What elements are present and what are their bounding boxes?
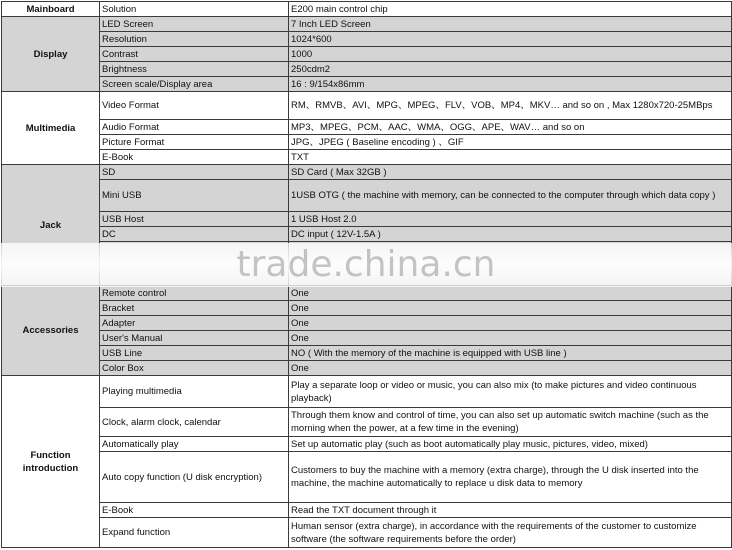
spec-row [2, 47, 732, 62]
spec-row [2, 32, 732, 47]
spec-key: Adapter [100, 316, 289, 331]
spec-value: Play a separate loop or video or music, you can also mix (to make pictures and video continuous playback) [289, 376, 732, 408]
section-label: Accessories [2, 286, 100, 376]
spec-key: Auto copy function (U disk encryption) [100, 452, 289, 503]
spec-row [2, 331, 732, 346]
spec-value: Human sensor (extra charge), in accordance with the requirements of the customer to customize software (the software requirements before the order) [289, 518, 732, 548]
spec-key: Resolution [100, 32, 289, 47]
spec-value: 7 Inch LED Screen [289, 17, 732, 32]
spec-value: TXT [289, 150, 732, 165]
section-label: Function introduction [2, 376, 100, 548]
spec-key: E-Book [100, 150, 289, 165]
spec-value: DC input ( 12V-1.5A ) [289, 227, 732, 242]
spec-value: One [289, 316, 732, 331]
spec-row [2, 227, 732, 242]
spec-row [2, 316, 732, 331]
spec-key: Audio Format [100, 120, 289, 135]
spec-key: Playing multimedia [100, 376, 289, 408]
spec-row [2, 180, 732, 212]
spec-key: Automatically play [100, 437, 289, 452]
spec-value: One [289, 331, 732, 346]
spec-value: E200 main control chip [289, 2, 732, 17]
spec-value: 1 USB Host 2.0 [289, 212, 732, 227]
spec-row [2, 361, 732, 376]
spec-key: LED Screen [100, 17, 289, 32]
spec-key: USB Host [100, 212, 289, 227]
spec-key: Color Box [100, 361, 289, 376]
spec-key: USB Line [100, 346, 289, 361]
spec-row [2, 2, 732, 17]
spec-value: Read the TXT document through it [289, 503, 732, 518]
spec-value: SD Card ( Max 32GB ) [289, 165, 732, 180]
spec-key: E-Book [100, 503, 289, 518]
spec-key: Picture Format [100, 135, 289, 150]
spec-key: Mini USB [100, 180, 289, 212]
spec-row [2, 120, 732, 135]
section-label: Multimedia [2, 92, 100, 165]
spec-row [2, 17, 732, 32]
spec-value: 16 : 9/154x86mm [289, 77, 732, 92]
spec-value: NO ( With the memory of the machine is equipped with USB line ) [289, 346, 732, 361]
spec-key: Solution [100, 2, 289, 17]
spec-key: Brightness [100, 62, 289, 77]
spec-key: User's Manual [100, 331, 289, 346]
spec-row [2, 92, 732, 120]
spec-key: SD [100, 165, 289, 180]
spec-value: 1024*600 [289, 32, 732, 47]
spec-key: Screen scale/Display area [100, 77, 289, 92]
spec-row [2, 301, 732, 316]
spec-row [2, 346, 732, 361]
spec-row [2, 437, 732, 452]
section-label: Display [2, 17, 100, 92]
spec-value: Set up automatic play (such as boot automatically play music, pictures, video, mixed) [289, 437, 732, 452]
spec-value: JPG、JPEG ( Baseline encoding ) 、GIF [289, 135, 732, 150]
spec-value: 1USB OTG ( the machine with memory, can be connected to the computer through which data copy ) [289, 180, 732, 212]
spec-row [2, 503, 732, 518]
spec-row [2, 62, 732, 77]
spec-key: Video Format [100, 92, 289, 120]
spec-row [2, 286, 732, 301]
spec-value: MP3、MPEG、PCM、AAC、WMA、OGG、APE、WAV… and so on [289, 120, 732, 135]
spec-row [2, 212, 732, 227]
spec-value: One [289, 361, 732, 376]
spec-row [2, 77, 732, 92]
spec-value: Customers to buy the machine with a memory (extra charge), through the U disk inserted into the machine, the machine automatically to replace u disk data to memory [289, 452, 732, 503]
watermark-text: trade.china.cn [236, 244, 496, 285]
spec-key: Remote control [100, 286, 289, 301]
spec-row [2, 518, 732, 548]
spec-value: Through them know and control of time, you can also set up automatic switch machine (such as the morning when the power, at a few time in the evening) [289, 408, 732, 437]
spec-value: One [289, 301, 732, 316]
section-label: Mainboard [2, 2, 100, 17]
spec-key: DC [100, 227, 289, 242]
spec-row [2, 408, 732, 437]
section-label: Jack [2, 165, 100, 286]
spec-key: Expand function [100, 518, 289, 548]
spec-value: 1000 [289, 47, 732, 62]
spec-value: One [289, 286, 732, 301]
spec-row [2, 135, 732, 150]
spec-value: RM、RMVB、AVI、MPG、MPEG、FLV、VOB、MP4、MKV… and so on , Max 1280x720-25MBps [289, 92, 732, 120]
spec-row [2, 452, 732, 503]
spec-row [2, 165, 732, 180]
spec-row [2, 376, 732, 408]
spec-key: Bracket [100, 301, 289, 316]
spec-value: 250cdm2 [289, 62, 732, 77]
spec-key: Clock, alarm clock, calendar [100, 408, 289, 437]
spec-key: Contrast [100, 47, 289, 62]
spec-row [2, 150, 732, 165]
